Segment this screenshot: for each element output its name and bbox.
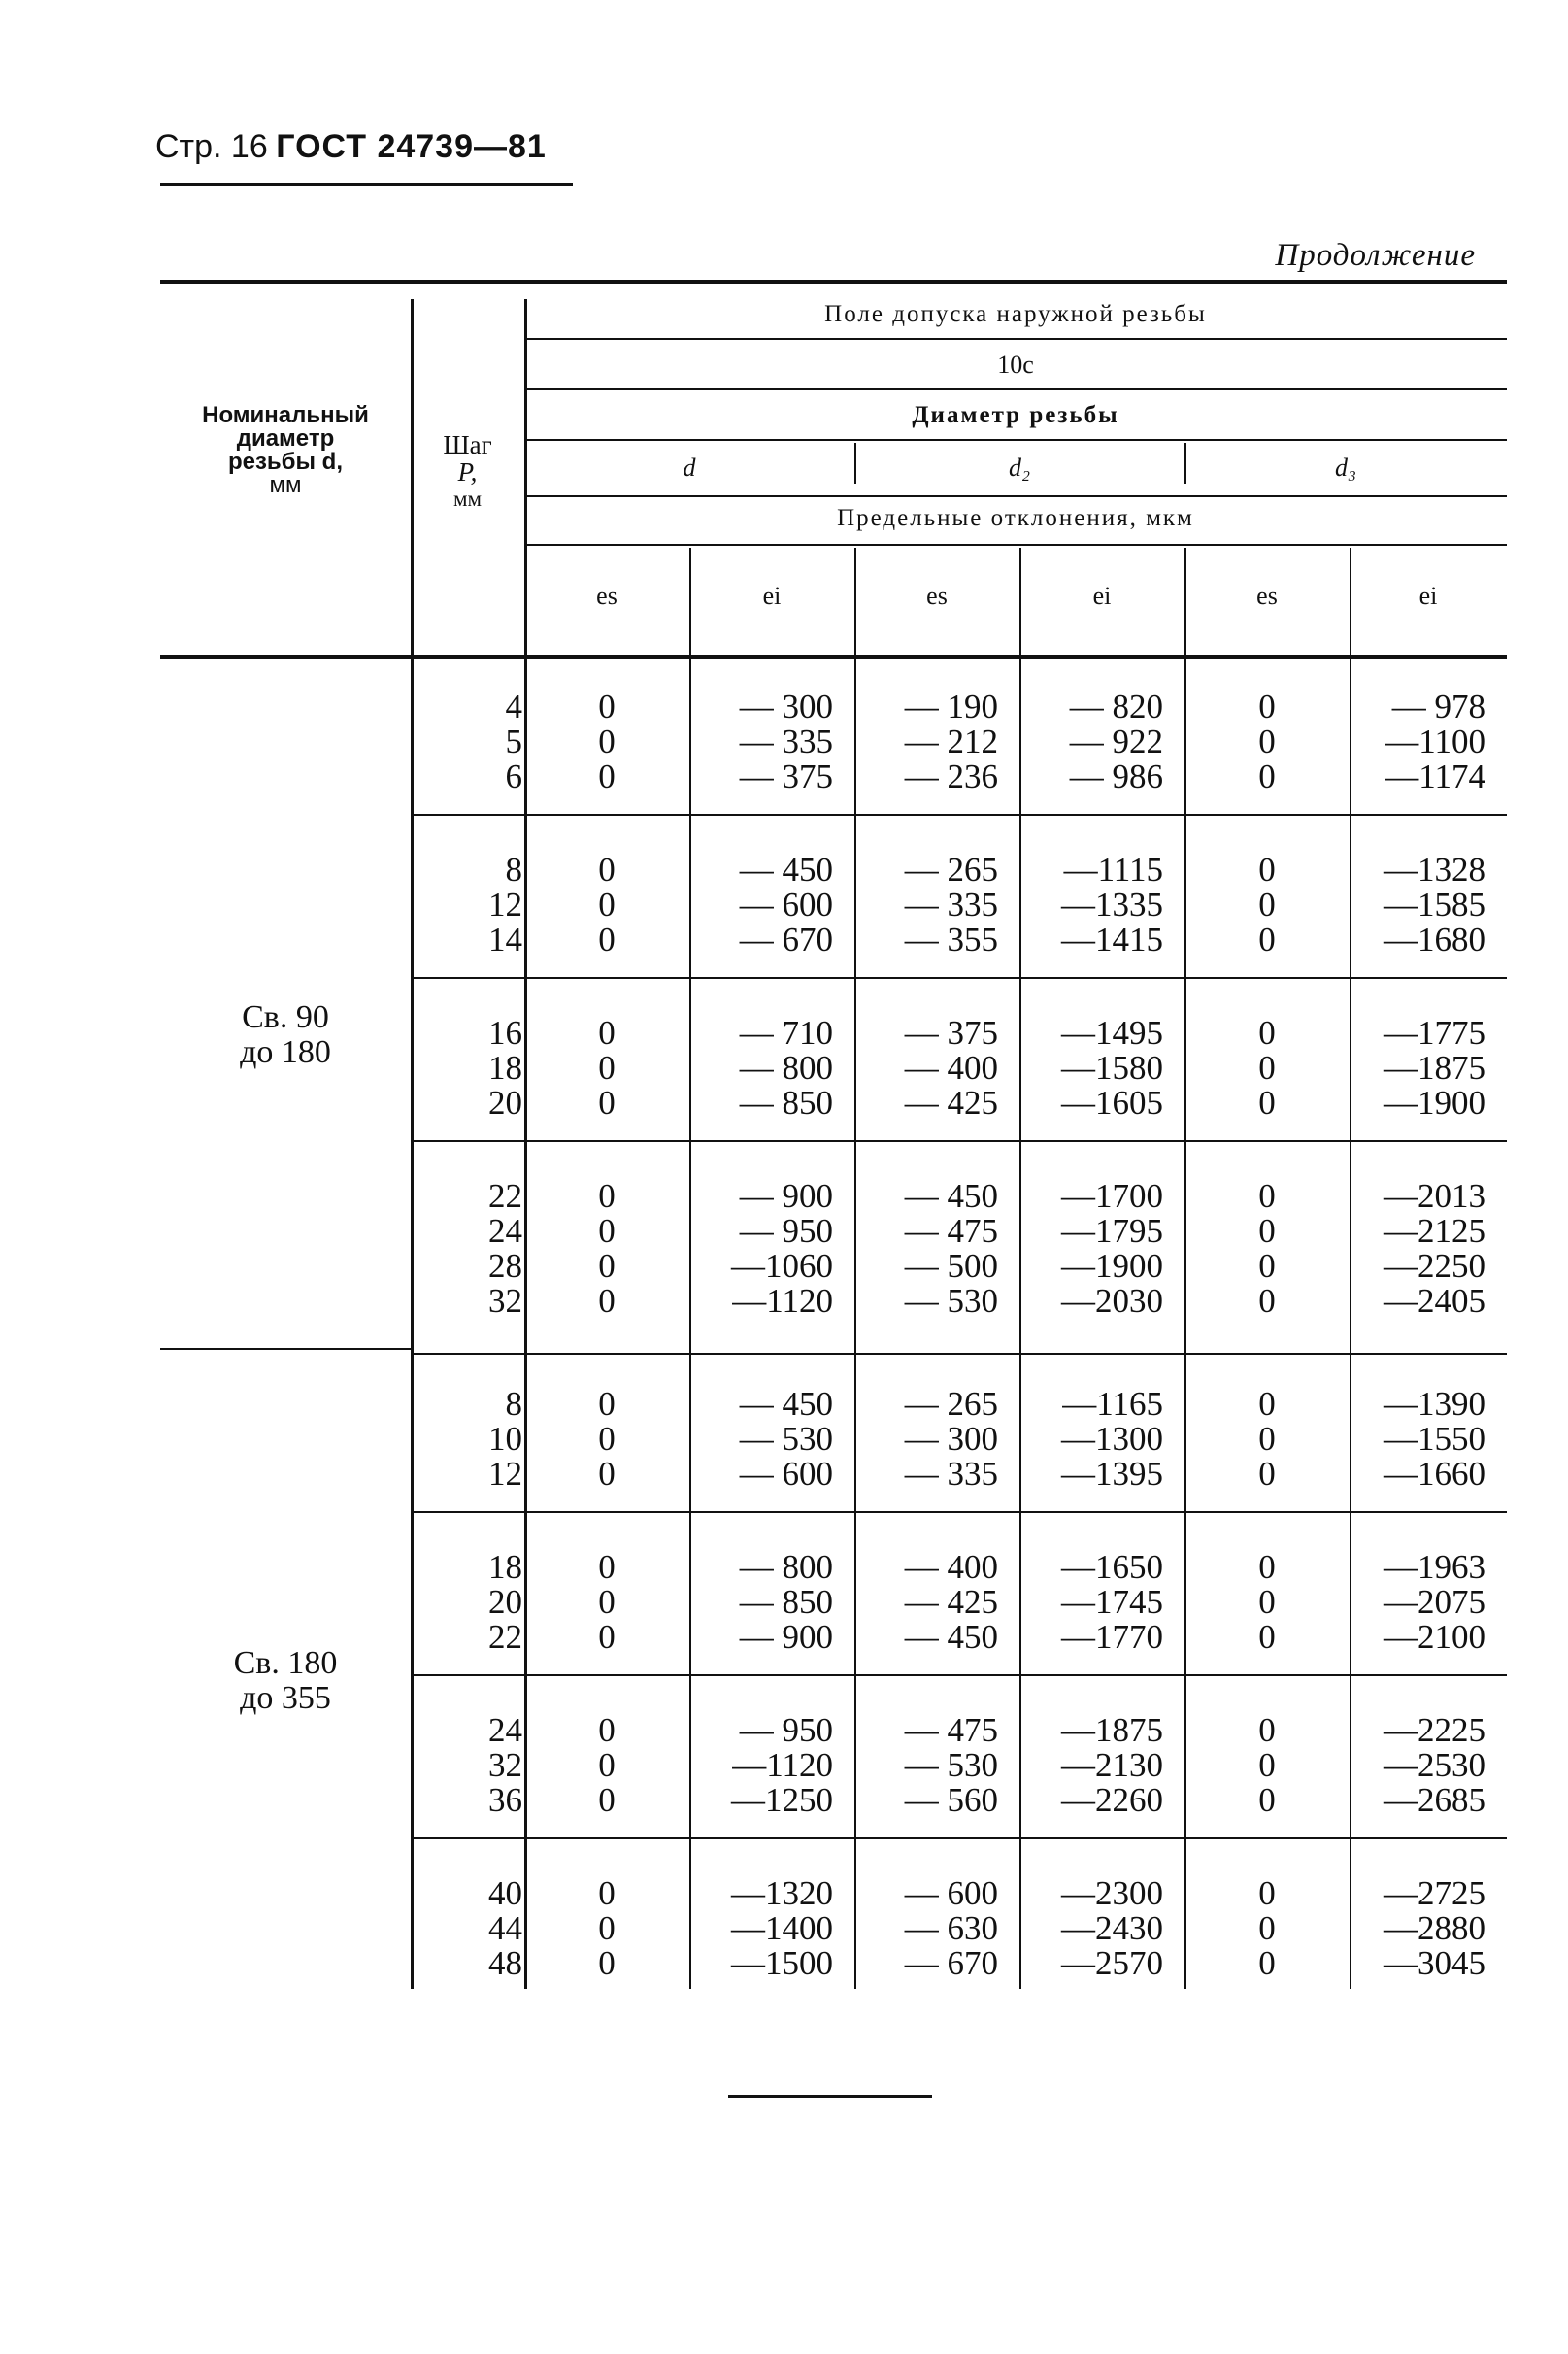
- deviation-value: 0: [1258, 1420, 1276, 1458]
- deviation-value: 0: [598, 757, 616, 795]
- deviation-value: — 950: [739, 1212, 833, 1250]
- pitch-value: 16: [488, 1014, 522, 1052]
- deviation-value: 0: [598, 1583, 616, 1621]
- pitch-cell: [411, 1550, 522, 1655]
- pitch-value: 20: [488, 1084, 522, 1122]
- cell-d3-es: [1184, 853, 1350, 958]
- subgroup-rule: [411, 814, 1507, 816]
- deviation-value: —1745: [1061, 1583, 1163, 1621]
- pitch-value: 6: [505, 757, 522, 795]
- cell-d2-ei: [1019, 1179, 1163, 1319]
- header-pitch: мм: [452, 487, 483, 511]
- pitch-value: 36: [488, 1781, 522, 1819]
- deviation-value: — 900: [739, 1177, 833, 1215]
- deviation-value: —2300: [1061, 1874, 1163, 1912]
- cell-d3-es: [1184, 689, 1350, 794]
- deviation-value: — 335: [904, 886, 998, 924]
- deviation-value: — 425: [904, 1084, 998, 1122]
- deviation-value: —2685: [1384, 1781, 1485, 1819]
- deviation-value: — 300: [739, 688, 833, 725]
- pitch-value: 24: [488, 1711, 522, 1749]
- header-rule: [160, 183, 573, 186]
- deviation-value: 0: [598, 1385, 616, 1423]
- deviation-value: 0: [598, 688, 616, 725]
- deviation-value: — 600: [904, 1874, 998, 1912]
- deviation-value: —1963: [1384, 1548, 1485, 1586]
- header-deviation-ei: ei: [762, 582, 782, 610]
- pitch-value: 24: [488, 1212, 522, 1250]
- deviation-value: 0: [1258, 886, 1276, 924]
- deviation-value: —3045: [1384, 1944, 1485, 1982]
- deviation-value: — 630: [904, 1909, 998, 1947]
- pitch-value: 32: [488, 1282, 522, 1320]
- deviation-value: —2225: [1384, 1711, 1485, 1749]
- deviation-value: —1390: [1384, 1385, 1485, 1423]
- cell-d-es: [524, 1713, 689, 1818]
- deviation-value: — 450: [904, 1618, 998, 1656]
- cell-d3-es: [1184, 1387, 1350, 1492]
- cell-d-ei: [689, 853, 833, 958]
- deviation-value: 0: [598, 1618, 616, 1656]
- deviation-value: —1174: [1385, 757, 1485, 795]
- deviation-value: —1415: [1061, 921, 1163, 958]
- pitch-cell: [411, 1179, 522, 1319]
- deviation-value: — 850: [739, 1583, 833, 1621]
- deviation-value: —1120: [732, 1282, 833, 1320]
- deviation-value: 0: [1258, 1618, 1276, 1656]
- cell-d-ei: [689, 1387, 833, 1492]
- subgroup-rule: [411, 977, 1507, 979]
- deviation-value: —1680: [1384, 921, 1485, 958]
- cell-d-es: [524, 1876, 689, 1981]
- deviation-value: — 600: [739, 886, 833, 924]
- cell-d-ei: [689, 689, 833, 794]
- deviation-value: —2125: [1384, 1212, 1485, 1250]
- deviation-value: 0: [1258, 1212, 1276, 1250]
- cell-d3-ei: [1350, 1387, 1485, 1492]
- deviation-value: —1875: [1384, 1049, 1485, 1087]
- deviation-value: — 670: [739, 921, 833, 958]
- header-deviation-es: es: [1256, 582, 1278, 610]
- pitch-value: 18: [488, 1548, 522, 1586]
- header-bottom-rule: [160, 655, 1507, 659]
- deviation-value: — 475: [904, 1212, 998, 1250]
- deviation-value: 0: [598, 1455, 616, 1493]
- cell-d3-es: [1184, 1179, 1350, 1319]
- header-rule: [524, 544, 1507, 546]
- subgroup-rule: [411, 1837, 1507, 1839]
- deviation-value: — 265: [904, 851, 998, 889]
- deviation-value: —1585: [1384, 886, 1485, 924]
- header-rule: [524, 338, 1507, 340]
- pitch-value: 22: [488, 1618, 522, 1656]
- deviation-value: 0: [1258, 1282, 1276, 1320]
- header-deviation-ei: ei: [1418, 582, 1438, 610]
- deviation-value: 0: [598, 1177, 616, 1215]
- deviation-value: —1795: [1061, 1212, 1163, 1250]
- deviation-value: —2260: [1061, 1781, 1163, 1819]
- pitch-value: 48: [488, 1944, 522, 1982]
- cell-d2-es: [854, 1387, 998, 1492]
- pitch-value: 5: [505, 723, 522, 760]
- header-tolerance-class: 10c: [997, 351, 1034, 379]
- cell-d-es: [524, 853, 689, 958]
- deviation-value: — 600: [739, 1455, 833, 1493]
- cell-d-ei: [689, 1016, 833, 1121]
- header-rule: [524, 388, 1507, 390]
- deviation-value: 0: [598, 1212, 616, 1250]
- deviation-value: — 265: [904, 1385, 998, 1423]
- deviation-value: — 800: [739, 1049, 833, 1087]
- footer-rule: [728, 2095, 932, 2098]
- cell-d2-ei: [1019, 1550, 1163, 1655]
- deviation-value: 0: [1258, 1455, 1276, 1493]
- deviation-value: — 500: [904, 1247, 998, 1285]
- deviation-value: —2570: [1061, 1944, 1163, 1982]
- subgroup-rule: [411, 1674, 1507, 1676]
- header-diameter-2: d₃: [1334, 454, 1357, 482]
- deviation-value: 0: [598, 1014, 616, 1052]
- deviation-value: — 355: [904, 921, 998, 958]
- deviation-value: —1700: [1061, 1177, 1163, 1215]
- pitch-value: 8: [505, 1385, 522, 1423]
- pitch-value: 4: [505, 688, 522, 725]
- header-pitch: P,: [457, 457, 478, 487]
- deviation-value: — 335: [739, 723, 833, 760]
- deviation-value: 0: [1258, 1944, 1276, 1982]
- cell-d2-ei: [1019, 1876, 1163, 1981]
- pitch-value: 8: [505, 851, 522, 889]
- deviation-value: —1115: [1063, 851, 1163, 889]
- deviation-value: 0: [1258, 1385, 1276, 1423]
- deviation-value: —1165: [1062, 1385, 1163, 1423]
- deviation-value: 0: [598, 1247, 616, 1285]
- deviation-value: — 560: [904, 1781, 998, 1819]
- header-diameter-1: d₂: [1008, 454, 1031, 482]
- deviation-value: 0: [598, 1909, 616, 1947]
- deviation-value: — 375: [904, 1014, 998, 1052]
- deviation-value: —1400: [731, 1909, 833, 1947]
- deviation-value: — 800: [739, 1548, 833, 1586]
- deviation-value: — 425: [904, 1583, 998, 1621]
- deviation-value: 0: [1258, 1177, 1276, 1215]
- deviation-value: 0: [1258, 1014, 1276, 1052]
- cell-d3-es: [1184, 1016, 1350, 1121]
- header-nominal-diameter: мм: [269, 472, 302, 498]
- pitch-value: 32: [488, 1746, 522, 1784]
- group-label-line: Св. 180: [233, 1645, 338, 1681]
- deviation-value: — 530: [739, 1420, 833, 1458]
- page-header: [155, 128, 547, 166]
- cell-d-es: [524, 1016, 689, 1121]
- deviation-value: 0: [1258, 688, 1276, 725]
- deviation-value: —1495: [1061, 1014, 1163, 1052]
- group-label-line: до 180: [240, 1034, 331, 1070]
- deviation-value: 0: [1258, 1874, 1276, 1912]
- cell-d3-ei: [1350, 1550, 1485, 1655]
- cell-d-ei: [689, 1550, 833, 1655]
- cell-d2-es: [854, 1876, 998, 1981]
- cell-d3-ei: [1350, 1876, 1485, 1981]
- tolerance-table: [160, 280, 1507, 1989]
- cell-d3-ei: [1350, 689, 1485, 794]
- cell-d3-es: [1184, 1713, 1350, 1818]
- header-rule: [524, 439, 1507, 441]
- cell-d2-es: [854, 1179, 998, 1319]
- cell-d3-ei: [1350, 1179, 1485, 1319]
- deviation-value: —1500: [731, 1944, 833, 1982]
- deviation-value: —2075: [1384, 1583, 1485, 1621]
- deviation-value: 0: [1258, 921, 1276, 958]
- header-nominal-diameter: резьбы d,: [227, 449, 343, 475]
- group-label: [160, 1000, 411, 1070]
- pitch-value: 40: [488, 1874, 522, 1912]
- header-rule: [524, 495, 1507, 497]
- deviation-value: —1550: [1384, 1420, 1485, 1458]
- cell-d3-es: [1184, 1550, 1350, 1655]
- cell-d2-es: [854, 1550, 998, 1655]
- continuation-label: Продолжение: [1275, 238, 1476, 273]
- group-rule: [160, 1348, 411, 1350]
- cell-d2-ei: [1019, 1016, 1163, 1121]
- deviation-value: — 986: [1069, 757, 1163, 795]
- group-label: [160, 1646, 411, 1716]
- deviation-value: 0: [1258, 757, 1276, 795]
- cell-d-es: [524, 1550, 689, 1655]
- group-label-line: Св. 90: [242, 999, 329, 1035]
- header-diameter-0: d: [683, 454, 696, 482]
- deviation-value: —2250: [1384, 1247, 1485, 1285]
- deviation-value: —1100: [1385, 723, 1485, 760]
- cell-d2-ei: [1019, 1713, 1163, 1818]
- deviation-value: —1120: [732, 1746, 833, 1784]
- header-pitch: Шаг: [443, 430, 492, 459]
- deviation-value: — 375: [739, 757, 833, 795]
- deviation-value: —1660: [1384, 1455, 1485, 1493]
- deviation-value: — 190: [904, 688, 998, 725]
- standard-title: ГОСТ 24739—81: [276, 128, 547, 165]
- deviation-value: 0: [1258, 1049, 1276, 1087]
- cell-d2-es: [854, 853, 998, 958]
- deviation-value: 0: [1258, 1583, 1276, 1621]
- deviation-value: —2030: [1061, 1282, 1163, 1320]
- deviation-value: —1605: [1061, 1084, 1163, 1122]
- deviation-value: —1875: [1061, 1711, 1163, 1749]
- deviation-value: 0: [598, 1874, 616, 1912]
- deviation-value: —2100: [1384, 1618, 1485, 1656]
- pitch-cell: [411, 1387, 522, 1492]
- deviation-value: 0: [598, 1746, 616, 1784]
- cell-d-es: [524, 1387, 689, 1492]
- deviation-value: — 530: [904, 1282, 998, 1320]
- deviation-value: —2725: [1384, 1874, 1485, 1912]
- pitch-value: 20: [488, 1583, 522, 1621]
- deviation-value: 0: [1258, 1548, 1276, 1586]
- cell-d2-ei: [1019, 689, 1163, 794]
- cell-d2-es: [854, 1713, 998, 1818]
- deviation-value: — 820: [1069, 688, 1163, 725]
- deviation-value: 0: [598, 921, 616, 958]
- deviation-value: 0: [598, 1049, 616, 1087]
- deviation-value: —1770: [1061, 1618, 1163, 1656]
- deviation-value: 0: [598, 723, 616, 760]
- deviation-value: —1335: [1061, 886, 1163, 924]
- deviation-value: —2530: [1384, 1746, 1485, 1784]
- pitch-value: 12: [488, 1455, 522, 1493]
- deviation-value: — 670: [904, 1944, 998, 1982]
- deviation-value: 0: [1258, 723, 1276, 760]
- deviation-value: — 450: [739, 851, 833, 889]
- deviation-value: —1775: [1384, 1014, 1485, 1052]
- deviation-value: — 530: [904, 1746, 998, 1784]
- header-nominal-diameter: Номинальный: [202, 402, 369, 428]
- deviation-value: 0: [598, 1548, 616, 1586]
- deviation-value: — 450: [739, 1385, 833, 1423]
- deviation-value: —1900: [1384, 1084, 1485, 1122]
- deviation-value: 0: [1258, 1781, 1276, 1819]
- deviation-value: 0: [1258, 1247, 1276, 1285]
- deviation-value: —1328: [1384, 851, 1485, 889]
- deviation-value: — 300: [904, 1420, 998, 1458]
- cell-d3-ei: [1350, 1713, 1485, 1818]
- deviation-value: 0: [1258, 851, 1276, 889]
- cell-d2-es: [854, 1016, 998, 1121]
- deviation-value: — 400: [904, 1049, 998, 1087]
- deviation-value: — 450: [904, 1177, 998, 1215]
- deviation-value: — 978: [1391, 688, 1485, 725]
- cell-d-es: [524, 689, 689, 794]
- deviation-value: — 922: [1069, 723, 1163, 760]
- deviation-value: 0: [598, 1944, 616, 1982]
- deviation-value: —2405: [1384, 1282, 1485, 1320]
- deviation-value: —1320: [731, 1874, 833, 1912]
- deviation-value: 0: [598, 1711, 616, 1749]
- deviation-value: — 236: [904, 757, 998, 795]
- deviation-value: 0: [598, 1420, 616, 1458]
- page-number: Стр. 16: [155, 128, 268, 165]
- deviation-value: —1900: [1061, 1247, 1163, 1285]
- deviation-value: — 400: [904, 1548, 998, 1586]
- deviation-value: — 710: [739, 1014, 833, 1052]
- header-deviation-es: es: [596, 582, 617, 610]
- cell-d-ei: [689, 1179, 833, 1319]
- header-limit-deviations: Предельные отклонения, мкм: [837, 505, 1194, 531]
- deviation-value: — 475: [904, 1711, 998, 1749]
- header-tolerance-field: Поле допуска наружной резьбы: [824, 301, 1207, 327]
- cell-d2-ei: [1019, 1387, 1163, 1492]
- header-thread-diameter: Диаметр резьбы: [912, 402, 1119, 428]
- pitch-cell: [411, 689, 522, 794]
- cell-d-ei: [689, 1876, 833, 1981]
- pitch-value: 28: [488, 1247, 522, 1285]
- cell-d-es: [524, 1179, 689, 1319]
- pitch-value: 14: [488, 921, 522, 958]
- deviation-value: — 950: [739, 1711, 833, 1749]
- deviation-value: 0: [598, 1084, 616, 1122]
- cell-d2-es: [854, 689, 998, 794]
- deviation-value: 0: [1258, 1084, 1276, 1122]
- deviation-value: — 900: [739, 1618, 833, 1656]
- deviation-value: —2880: [1384, 1909, 1485, 1947]
- deviation-value: 0: [1258, 1909, 1276, 1947]
- subgroup-rule: [411, 1140, 1507, 1142]
- pitch-value: 18: [488, 1049, 522, 1087]
- header-deviation-ei: ei: [1092, 582, 1112, 610]
- deviation-value: — 212: [904, 723, 998, 760]
- header-deviation-es: es: [926, 582, 948, 610]
- subgroup-rule: [411, 1511, 1507, 1513]
- deviation-value: — 335: [904, 1455, 998, 1493]
- deviation-value: 0: [598, 1282, 616, 1320]
- cell-d2-ei: [1019, 853, 1163, 958]
- deviation-value: —2130: [1061, 1746, 1163, 1784]
- deviation-value: 0: [598, 1781, 616, 1819]
- pitch-value: 44: [488, 1909, 522, 1947]
- pitch-value: 22: [488, 1177, 522, 1215]
- deviation-value: —1250: [731, 1781, 833, 1819]
- table-top-rule: [160, 280, 1507, 284]
- pitch-cell: [411, 853, 522, 958]
- deviation-value: —1060: [731, 1247, 833, 1285]
- pitch-cell: [411, 1713, 522, 1818]
- cell-d3-es: [1184, 1876, 1350, 1981]
- cell-d3-ei: [1350, 1016, 1485, 1121]
- deviation-value: —1300: [1061, 1420, 1163, 1458]
- deviation-value: 0: [1258, 1746, 1276, 1784]
- deviation-value: —2430: [1061, 1909, 1163, 1947]
- deviation-value: 0: [598, 851, 616, 889]
- deviation-value: —2013: [1384, 1177, 1485, 1215]
- deviation-value: —1580: [1061, 1049, 1163, 1087]
- pitch-value: 10: [488, 1420, 522, 1458]
- group-label-line: до 355: [240, 1680, 331, 1716]
- pitch-cell: [411, 1016, 522, 1121]
- pitch-value: 12: [488, 886, 522, 924]
- pitch-cell: [411, 1876, 522, 1981]
- deviation-value: — 850: [739, 1084, 833, 1122]
- deviation-value: 0: [598, 886, 616, 924]
- cell-d-ei: [689, 1713, 833, 1818]
- deviation-value: 0: [1258, 1711, 1276, 1749]
- deviation-value: —1650: [1061, 1548, 1163, 1586]
- deviation-value: —1395: [1061, 1455, 1163, 1493]
- header-nominal-diameter: диаметр: [236, 425, 335, 452]
- cell-d3-ei: [1350, 853, 1485, 958]
- group-rule: [411, 1353, 1507, 1355]
